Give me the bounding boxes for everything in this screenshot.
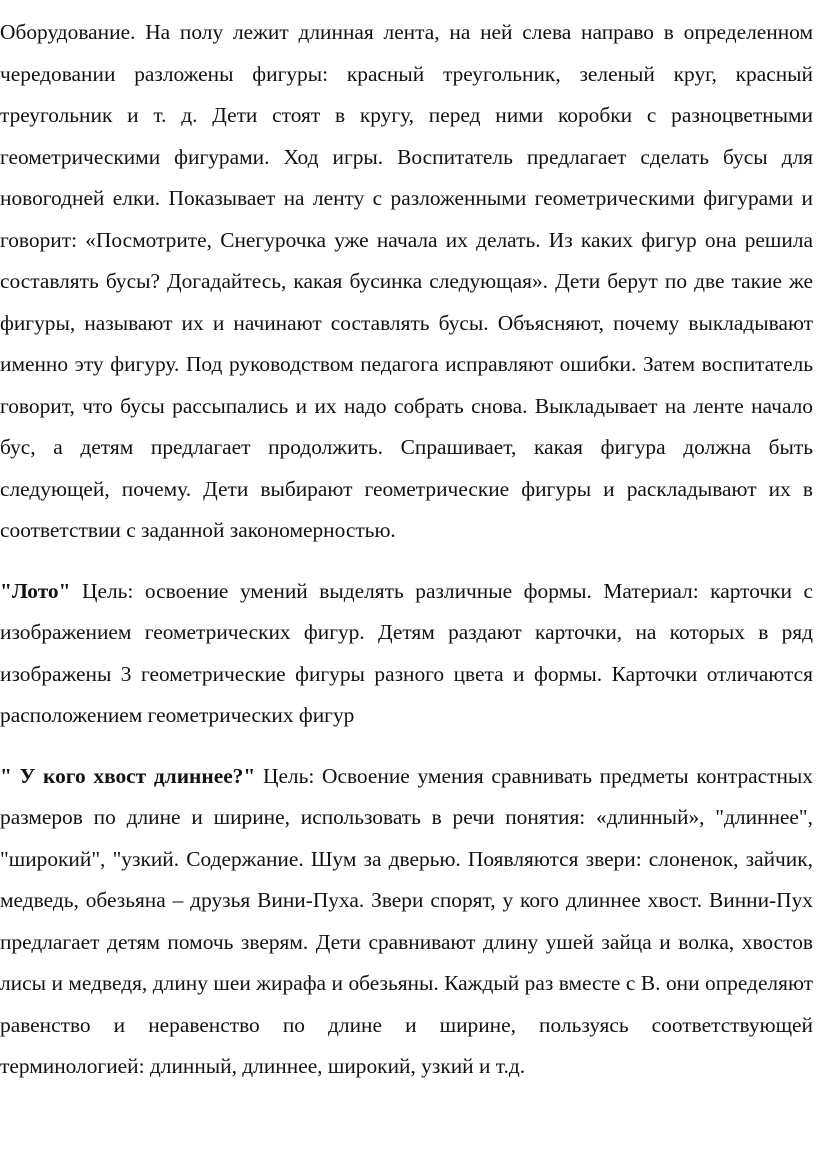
paragraph-equipment-text: Оборудование. На полу лежит длинная лента, на ней слева направо в определенном чередовании разложены фигуры: красный треугольник, зеленый круг, красный треугольник и т. д. Дети стоят в кругу, перед ними коробки с разноцветными геометрическими фигурами. Ход игры. Воспитатель предлагает сделать бусы для новогодней елки. Показывает на ленту с разложенными геометрическими фигурами и говорит: «Посмотрите, Снегурочка уже начала их делать. Из каких фигур она решила составлять бусы? Догадайтесь, какая бусинка следующая». Дети берут по две такие же фигуры, называют их и начинают составлять бусы. Объясняют, почему выкладывают именно эту фигуру. Под руководством педагога исправляют ошибки. Затем воспитатель говорит, что бусы рассыпались и их надо собрать снова. Выкладывает на ленте начало бус, а детям предлагает продолжить. Спрашивает, какая фигура должна быть следующей, почему. Дети выбирают геометрические фигуры и раскладывают их в соответствии с заданной закономерностью. — [0, 20, 813, 542]
paragraph-equipment — [0, 12, 813, 552]
document-page — [0, 12, 813, 1088]
paragraph-lotto-game — [0, 571, 813, 737]
lotto-game-title: "Лото" — [0, 578, 71, 603]
lotto-game-text: Цель: освоение умений выделять различные формы. Материал: карточки с изображением геометрических фигур. Детям раздают карточки, на которых в ряд изображены 3 геометрические фигуры разного цвета и формы. Карточки отличаются расположением геометрических фигур — [0, 578, 813, 727]
tail-game-title: " У кого хвост длиннее?" — [0, 763, 256, 788]
paragraph-tail-game — [0, 756, 813, 1088]
tail-game-text: Цель: Освоение умения сравнивать предметы контрастных размеров по длине и ширине, использовать в речи понятия: «длинный», "длиннее", "широкий", "узкий. Содержание. Шум за дверью. Появляются звери: слоненок, зайчик, медведь, обезьяна – друзья Вини-Пуха. Звери спорят, у кого длиннее хвост. Винни-Пух предлагает детям помочь зверям. Дети сравнивают длину ушей зайца и волка, хвостов лисы и медведя, длину шеи жирафа и обезьяны. Каждый раз вместе с В. они определяют равенство и неравенство по длине и ширине, пользуясь соответствующей терминологией: длинный, длиннее, широкий, узкий и т.д. — [0, 763, 813, 1078]
